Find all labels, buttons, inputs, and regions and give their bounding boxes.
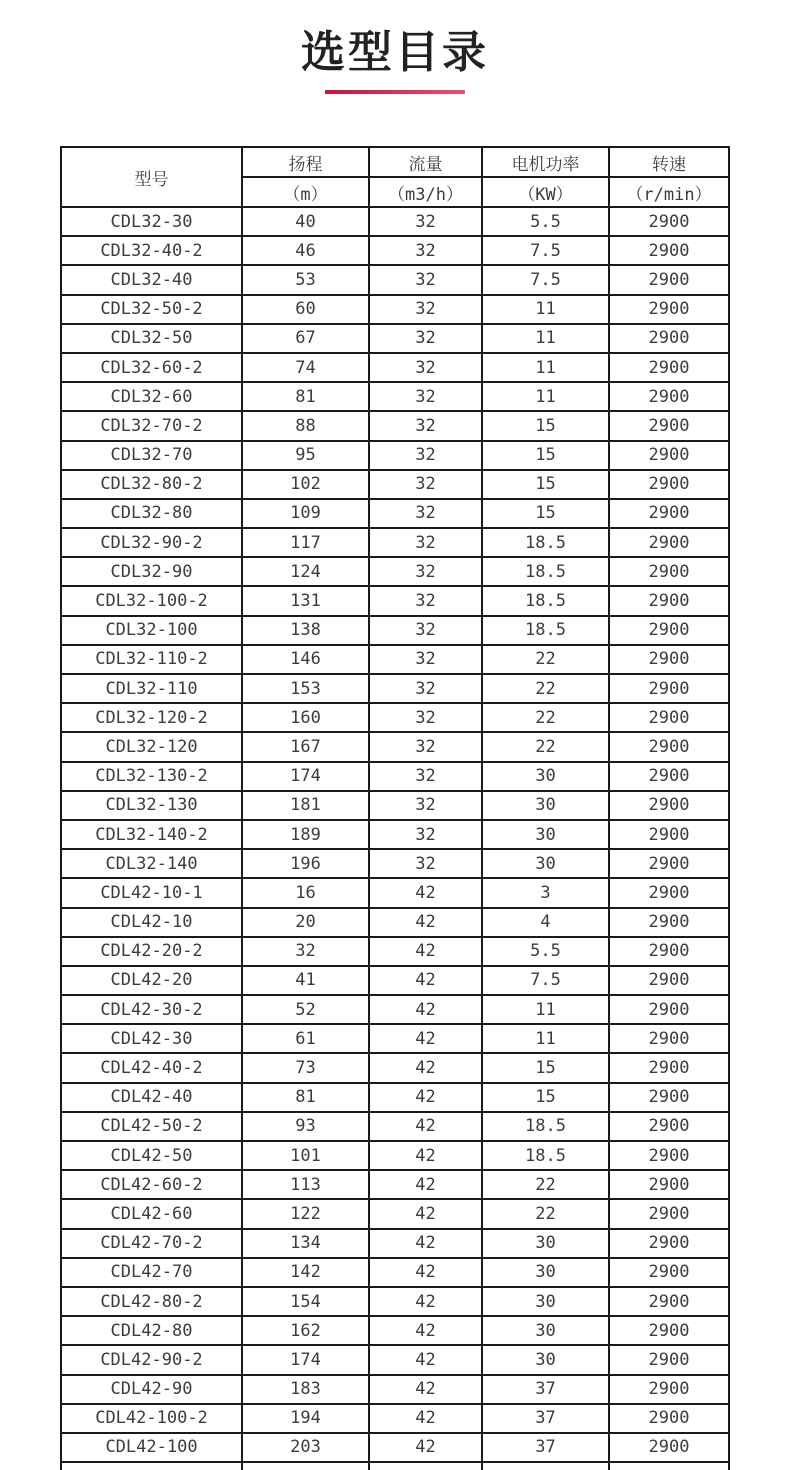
table-cell — [61, 1462, 242, 1470]
table-row — [61, 557, 729, 586]
table-cell: 42 — [369, 1024, 482, 1053]
table-cell: 30 — [482, 762, 609, 791]
table-row — [61, 1287, 729, 1316]
table-row — [61, 236, 729, 265]
table-row — [61, 1375, 729, 1404]
table-cell: 18.5 — [482, 528, 609, 557]
table-cell: CDL42-70 — [61, 1258, 242, 1287]
table-cell: 2900 — [609, 353, 729, 382]
table-cell: 2900 — [609, 470, 729, 499]
table-cell: 30 — [482, 1316, 609, 1345]
table-cell: 32 — [369, 499, 482, 528]
table-row — [61, 820, 729, 849]
table-cell: CDL32-60-2 — [61, 353, 242, 382]
table-cell: 22 — [482, 674, 609, 703]
table-row — [61, 1433, 729, 1462]
table-row — [61, 616, 729, 645]
table-cell: 2900 — [609, 878, 729, 907]
table-cell: CDL42-30 — [61, 1024, 242, 1053]
table-cell: 134 — [242, 1229, 369, 1258]
table-cell: CDL32-40 — [61, 265, 242, 294]
col-unit-head: （m） — [242, 177, 369, 207]
table-cell: CDL42-20-2 — [61, 937, 242, 966]
table-cell: CDL32-70-2 — [61, 411, 242, 440]
table-row — [61, 791, 729, 820]
table-cell: 42 — [369, 1053, 482, 1082]
table-cell: 102 — [242, 470, 369, 499]
table-cell: 30 — [482, 849, 609, 878]
table-cell: CDL32-50 — [61, 324, 242, 353]
table-row — [61, 324, 729, 353]
table-cell: CDL32-40-2 — [61, 236, 242, 265]
table-cell: 22 — [482, 1199, 609, 1228]
table-cell — [482, 1462, 609, 1470]
table-cell: 2900 — [609, 645, 729, 674]
table-cell: CDL32-60 — [61, 382, 242, 411]
table-row — [61, 295, 729, 324]
table-cell: CDL42-100 — [61, 1433, 242, 1462]
table-cell: 30 — [482, 1345, 609, 1374]
table-row — [61, 1141, 729, 1170]
table-cell: 11 — [482, 324, 609, 353]
table-cell: 32 — [369, 820, 482, 849]
table-cell: 11 — [482, 995, 609, 1024]
table-cell: 2900 — [609, 1141, 729, 1170]
table-cell: 2900 — [609, 441, 729, 470]
table-cell: 203 — [242, 1433, 369, 1462]
table-cell: 2900 — [609, 499, 729, 528]
table-cell: 5.5 — [482, 207, 609, 236]
table-cell: 2900 — [609, 1024, 729, 1053]
table-cell: CDL32-140-2 — [61, 820, 242, 849]
table-cell: 2900 — [609, 1433, 729, 1462]
selection-table — [60, 146, 730, 1470]
table-cell: 124 — [242, 557, 369, 586]
table-row — [61, 1112, 729, 1141]
table-cell: 61 — [242, 1024, 369, 1053]
table-cell: 2900 — [609, 966, 729, 995]
table-cell: 2900 — [609, 1287, 729, 1316]
table-cell: 42 — [369, 908, 482, 937]
table-cell: CDL32-80-2 — [61, 470, 242, 499]
table-cell: CDL32-130-2 — [61, 762, 242, 791]
table-cell: 42 — [369, 1433, 482, 1462]
table-cell: CDL42-60-2 — [61, 1170, 242, 1199]
table-cell: 7.5 — [482, 265, 609, 294]
table-row — [61, 470, 729, 499]
table-cell: 18.5 — [482, 616, 609, 645]
table-row — [61, 1083, 729, 1112]
table-cell: 32 — [369, 791, 482, 820]
table-cell: CDL42-90 — [61, 1375, 242, 1404]
table-cell: CDL32-80 — [61, 499, 242, 528]
table-cell: 81 — [242, 382, 369, 411]
col-unit-speed: （r/min） — [609, 177, 729, 207]
table-cell: 32 — [369, 441, 482, 470]
table-row — [61, 1316, 729, 1345]
table-cell: CDL42-10 — [61, 908, 242, 937]
table-row — [61, 703, 729, 732]
table-row — [61, 1404, 729, 1433]
table-cell: 67 — [242, 324, 369, 353]
table-cell: 42 — [369, 1229, 482, 1258]
table-cell: 11 — [482, 1024, 609, 1053]
table-cell: 101 — [242, 1141, 369, 1170]
table-cell: 32 — [369, 207, 482, 236]
table-cell: 11 — [482, 382, 609, 411]
table-cell: 15 — [482, 470, 609, 499]
table-cell: 183 — [242, 1375, 369, 1404]
table-row — [61, 353, 729, 382]
table-cell: 146 — [242, 645, 369, 674]
table-row — [61, 1199, 729, 1228]
table-cell: 32 — [369, 674, 482, 703]
table-cell: 32 — [369, 470, 482, 499]
table-cell — [369, 1462, 482, 1470]
table-cell: 15 — [482, 1083, 609, 1112]
table-cell: 52 — [242, 995, 369, 1024]
table-cell: 32 — [369, 353, 482, 382]
table-row — [61, 849, 729, 878]
col-header-power: 电机功率 — [482, 147, 609, 177]
table-cell: 73 — [242, 1053, 369, 1082]
table-cell: 2900 — [609, 791, 729, 820]
table-cell: 18.5 — [482, 586, 609, 615]
table-cell: CDL32-50-2 — [61, 295, 242, 324]
table-cell: 15 — [482, 1053, 609, 1082]
table-cell: 174 — [242, 762, 369, 791]
table-row — [61, 732, 729, 761]
table-cell: 32 — [369, 616, 482, 645]
table-cell: 22 — [482, 1170, 609, 1199]
table-cell: 42 — [369, 1112, 482, 1141]
table-row — [61, 441, 729, 470]
table-row — [61, 1229, 729, 1258]
table-cell: 2900 — [609, 908, 729, 937]
table-cell: 37 — [482, 1433, 609, 1462]
table-cell: CDL32-130 — [61, 791, 242, 820]
table-cell: CDL32-30 — [61, 207, 242, 236]
table-cell: 42 — [369, 1375, 482, 1404]
table-cell: 15 — [482, 499, 609, 528]
table-row — [61, 645, 729, 674]
table-cell: 32 — [369, 236, 482, 265]
table-cell: 2900 — [609, 1375, 729, 1404]
table-cell: 42 — [369, 937, 482, 966]
table-cell: 32 — [369, 557, 482, 586]
table-cell: 181 — [242, 791, 369, 820]
table-cell: 42 — [369, 966, 482, 995]
table-cell: 18.5 — [482, 1112, 609, 1141]
table-cell: CDL32-100-2 — [61, 586, 242, 615]
table-cell: 153 — [242, 674, 369, 703]
table-cell: 7.5 — [482, 236, 609, 265]
table-row-partial — [61, 1462, 729, 1470]
table-cell: 2900 — [609, 820, 729, 849]
table-cell: 2900 — [609, 411, 729, 440]
table-cell: 30 — [482, 791, 609, 820]
table-cell: 42 — [369, 1258, 482, 1287]
table-cell: 30 — [482, 1258, 609, 1287]
table-cell: 32 — [242, 937, 369, 966]
table-row — [61, 1345, 729, 1374]
table-cell: 2900 — [609, 324, 729, 353]
table-cell: 189 — [242, 820, 369, 849]
table-cell: 117 — [242, 528, 369, 557]
table-cell: 20 — [242, 908, 369, 937]
table-cell: 2900 — [609, 236, 729, 265]
table-row — [61, 586, 729, 615]
page-title: 选型目录 — [301, 27, 489, 78]
table-cell: 2900 — [609, 1083, 729, 1112]
table-cell: 42 — [369, 1345, 482, 1374]
table-cell: 32 — [369, 382, 482, 411]
table-cell: 22 — [482, 703, 609, 732]
table-cell: CDL42-70-2 — [61, 1229, 242, 1258]
table-cell: 88 — [242, 411, 369, 440]
table-cell: 42 — [369, 1141, 482, 1170]
table-cell: CDL32-120 — [61, 732, 242, 761]
table-row — [61, 762, 729, 791]
table-cell: 113 — [242, 1170, 369, 1199]
table-row — [61, 674, 729, 703]
table-cell: 16 — [242, 878, 369, 907]
table-cell: 18.5 — [482, 557, 609, 586]
table-cell: 93 — [242, 1112, 369, 1141]
col-header-flow: 流量 — [369, 147, 482, 177]
table-cell: CDL32-100 — [61, 616, 242, 645]
table-cell: 15 — [482, 441, 609, 470]
table-cell: 2900 — [609, 207, 729, 236]
table-cell: CDL32-90 — [61, 557, 242, 586]
table-cell: CDL42-80-2 — [61, 1287, 242, 1316]
table-cell: 42 — [369, 1199, 482, 1228]
table-cell: CDL42-90-2 — [61, 1345, 242, 1374]
table-cell: 2900 — [609, 1345, 729, 1374]
table-cell: CDL32-120-2 — [61, 703, 242, 732]
table-cell: 40 — [242, 207, 369, 236]
table-cell: CDL42-50-2 — [61, 1112, 242, 1141]
table-cell: 142 — [242, 1258, 369, 1287]
table-cell: 2900 — [609, 762, 729, 791]
table-cell: 131 — [242, 586, 369, 615]
table-cell: CDL42-40 — [61, 1083, 242, 1112]
table-header — [61, 147, 729, 207]
table-row — [61, 528, 729, 557]
table-cell: 42 — [369, 1316, 482, 1345]
table-row — [61, 499, 729, 528]
table-cell: 2900 — [609, 1112, 729, 1141]
table-cell: 30 — [482, 1229, 609, 1258]
table-row — [61, 995, 729, 1024]
table-cell: 2900 — [609, 937, 729, 966]
table-cell: CDL32-90-2 — [61, 528, 242, 557]
title-underline — [325, 90, 465, 94]
table-row — [61, 966, 729, 995]
table-cell: 46 — [242, 236, 369, 265]
table-cell: 32 — [369, 703, 482, 732]
table-cell: 42 — [369, 995, 482, 1024]
table-row — [61, 265, 729, 294]
table-cell: 109 — [242, 499, 369, 528]
table-cell: 2900 — [609, 557, 729, 586]
table-cell: 42 — [369, 1083, 482, 1112]
table-cell: CDL42-50 — [61, 1141, 242, 1170]
table-cell: CDL32-110 — [61, 674, 242, 703]
table-cell: 5.5 — [482, 937, 609, 966]
col-header-head: 扬程 — [242, 147, 369, 177]
table-cell: 2900 — [609, 616, 729, 645]
header-row-labels — [61, 147, 729, 177]
table-cell: 32 — [369, 295, 482, 324]
table-cell: 2900 — [609, 849, 729, 878]
table-cell: 22 — [482, 732, 609, 761]
table-cell: 2900 — [609, 1170, 729, 1199]
table-cell — [242, 1462, 369, 1470]
table-cell: 32 — [369, 324, 482, 353]
table-row — [61, 207, 729, 236]
table-cell: 3 — [482, 878, 609, 907]
table-cell: 196 — [242, 849, 369, 878]
table-cell: 15 — [482, 411, 609, 440]
table-cell: 7.5 — [482, 966, 609, 995]
table-cell: 18.5 — [482, 1141, 609, 1170]
table-cell: 167 — [242, 732, 369, 761]
table-row — [61, 382, 729, 411]
table-cell: 154 — [242, 1287, 369, 1316]
table-cell: 32 — [369, 586, 482, 615]
table-cell: 160 — [242, 703, 369, 732]
table-cell: 2900 — [609, 1053, 729, 1082]
table-row — [61, 1170, 729, 1199]
table-row — [61, 878, 729, 907]
table-cell — [609, 1462, 729, 1470]
table-cell: 2900 — [609, 528, 729, 557]
table-cell: 32 — [369, 762, 482, 791]
table-cell: 2900 — [609, 1229, 729, 1258]
table-cell: CDL32-140 — [61, 849, 242, 878]
table-cell: 2900 — [609, 1316, 729, 1345]
table-cell: 60 — [242, 295, 369, 324]
table-cell: 2900 — [609, 995, 729, 1024]
table-cell: 81 — [242, 1083, 369, 1112]
table-cell: 74 — [242, 353, 369, 382]
table-cell: CDL42-40-2 — [61, 1053, 242, 1082]
table-cell: 2900 — [609, 674, 729, 703]
table-cell: CDL42-30-2 — [61, 995, 242, 1024]
col-unit-power: （KW） — [482, 177, 609, 207]
table-cell: CDL32-70 — [61, 441, 242, 470]
table-cell: 95 — [242, 441, 369, 470]
table-cell: 30 — [482, 1287, 609, 1316]
table-cell: 30 — [482, 820, 609, 849]
table-cell: 42 — [369, 1170, 482, 1199]
table-cell: 42 — [369, 878, 482, 907]
table-row — [61, 1053, 729, 1082]
table-cell: CDL42-100-2 — [61, 1404, 242, 1433]
table-cell: 2900 — [609, 586, 729, 615]
table-row — [61, 411, 729, 440]
col-header-speed: 转速 — [609, 147, 729, 177]
table-row — [61, 1024, 729, 1053]
col-unit-flow: （m3/h） — [369, 177, 482, 207]
table-cell: CDL42-20 — [61, 966, 242, 995]
table-cell: 162 — [242, 1316, 369, 1345]
table-cell: 122 — [242, 1199, 369, 1228]
table-cell: CDL42-80 — [61, 1316, 242, 1345]
table-cell: 32 — [369, 528, 482, 557]
table-cell: 42 — [369, 1287, 482, 1316]
table-cell: 2900 — [609, 703, 729, 732]
table-cell: 11 — [482, 353, 609, 382]
table-body — [61, 207, 729, 1470]
table-cell: 32 — [369, 732, 482, 761]
table-cell: CDL42-60 — [61, 1199, 242, 1228]
table-cell: 138 — [242, 616, 369, 645]
table-cell: 2900 — [609, 732, 729, 761]
table-cell: 2900 — [609, 265, 729, 294]
table-cell: CDL42-10-1 — [61, 878, 242, 907]
table-cell: 11 — [482, 295, 609, 324]
table-cell: 32 — [369, 265, 482, 294]
table-cell: 2900 — [609, 1199, 729, 1228]
table-cell: 32 — [369, 411, 482, 440]
table-cell: 32 — [369, 645, 482, 674]
table-cell: 2900 — [609, 1258, 729, 1287]
table-cell: 4 — [482, 908, 609, 937]
table-cell: 2900 — [609, 295, 729, 324]
table-cell: 32 — [369, 849, 482, 878]
table-row — [61, 1258, 729, 1287]
table-cell: CDL32-110-2 — [61, 645, 242, 674]
table-cell: 22 — [482, 645, 609, 674]
table-cell: 42 — [369, 1404, 482, 1433]
col-header-model: 型号 — [61, 147, 242, 207]
table-cell: 2900 — [609, 382, 729, 411]
table-row — [61, 908, 729, 937]
table-cell: 174 — [242, 1345, 369, 1374]
table-cell: 2900 — [609, 1404, 729, 1433]
table-cell: 37 — [482, 1404, 609, 1433]
table-cell: 37 — [482, 1375, 609, 1404]
table-row — [61, 937, 729, 966]
table-cell: 194 — [242, 1404, 369, 1433]
table-cell: 41 — [242, 966, 369, 995]
table-cell: 53 — [242, 265, 369, 294]
